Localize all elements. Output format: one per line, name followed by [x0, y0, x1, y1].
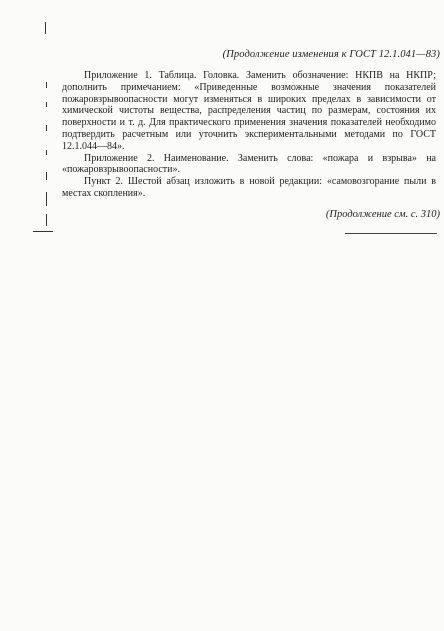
amendment-body [62, 70, 436, 200]
paragraph-item-2: Пункт 2. Шестой абзац изложить в новой редакции: «самовозгорание пыли в местах скопления». [62, 176, 436, 199]
footer-rule [345, 233, 437, 234]
continuation-header: (Продолжение изменения к ГОСТ 12.1.041—83) [222, 49, 440, 60]
margin-mark [46, 102, 47, 107]
continuation-footer: (Продолжение см. с. 310) [325, 209, 440, 220]
paragraph-appendix-2: Приложение 2. Наименование. Заменить слова: «пожара и взрыва» на «пожаровзрывоопасности». [62, 152, 436, 176]
margin-mark [46, 82, 47, 88]
margin-dash [33, 231, 53, 232]
margin-mark [46, 192, 47, 206]
margin-mark [46, 172, 47, 180]
margin-mark-top [45, 22, 46, 34]
paragraph-appendix-1: Приложение 1. Таблица. Головка. Заменить обозначение: НКПВ на НКПР; дополнить примечанием: «Приведенные возможные значения показателей пожаровзрывоопасности могут изменяться в широких пределах в зависимости от химической чистоты вещества, распределения частиц по размерам, состояния их поверхности и т. д. Для практического применения значения показателей необходимо подтвердить расчетным или уточнить экспериментальными методами по ГОСТ 12.1.044—84». [62, 70, 436, 152]
margin-mark [46, 125, 47, 131]
margin-mark [46, 150, 47, 155]
margin-mark [46, 214, 47, 226]
